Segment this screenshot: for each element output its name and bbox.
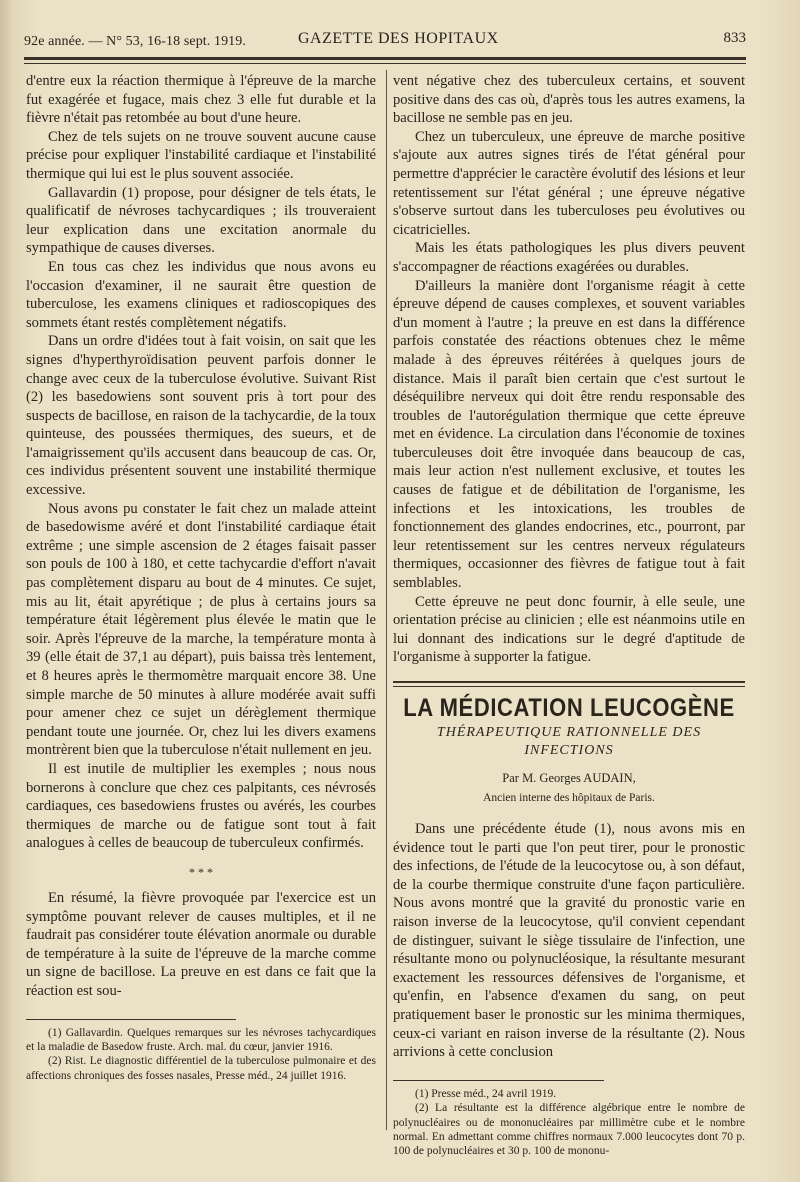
paragraph: vent négative chez des tuberculeux certains, et souvent positive dans des cas où, d'après tous les autres examens, la bacillose ne semble pas en jeu. — [393, 73, 745, 127]
footnote: (2) Rist. Le diagnostic différentiel de la tuberculose pulmonaire et des affections chroniques des fosses nasales, Presse méd., 24 juillet 1916. — [26, 1055, 376, 1082]
paragraph: Nous avons pu constater le fait chez un malade atteint de basedowisme avéré et dont l'instabilité cardiaque était extrême ; une simple ascension de 2 étages faisait passer son pouls de 100 à 180, et cette tachycardie d'effort n'avait pas complètement disparu au bout de 4 minutes. Ce sujet, mis au lit, était apyrétique ; de plus à certains jours sa température était légèrement plus élevée le matin que le soir. Après l'épreuve de la marche, la température monta à 39 (elle était de 37,1 au départ), puis baissa très lentement, et 8 heures après le thermomètre marquait encore 38. Une simple marche de 50 minutes à allure modérée avait suffi pour amener chez ce sujet un dérèglement thermique pendant toute une journée. Or, chez lui les divers examens montrèrent bien que la tuberculose n'était nullement en jeu. — [26, 500, 376, 759]
section-separator: * * * — [189, 864, 213, 879]
paragraph: Dans un ordre d'idées tout à fait voisin, on sait que les signes d'hyperthyroïdisation peuvent parfois donner le change avec ceux de la tuberculose évolutive. Suivant Rist (2) les basedowiens sont souvent pris à tort pour des suspects de bacillose, en raison de la tachycardie, de la toux quinteuse, des poussées thermiques, des sueurs, et de l'amaigrissement qu'ils accusent dans beaucoup de cas. Or, ces individus présentent souvent une instabilité thermique excessive. — [26, 333, 376, 499]
paragraph: Gallavardin (1) propose, pour désigner de tels états, le qualificatif de névroses tachycardiques ; ils trouveraient leur explication dans une excitation anormale du sympathique de causes diverses. — [26, 184, 376, 257]
header-rule — [24, 57, 746, 60]
page-header — [24, 30, 746, 52]
footnote: (1) Presse méd., 24 avril 1919. — [415, 1087, 557, 1100]
header-rule-thin — [24, 63, 746, 64]
paragraph: Cette épreuve ne peut donc fournir, à elle seule, une orientation précise au clinicien ; elle est néanmoins utile en lui donnant des indications sur le degré d'aptitude de l'organisme à supporter la fatigue. — [393, 593, 745, 666]
article-byline: Par M. Georges AUDAIN, — [502, 770, 636, 785]
article-subtitle: THÉRAPEUTIQUE RATIONNELLE DES INFECTIONS — [436, 724, 702, 759]
article-paragraph: Dans une précédente étude (1), nous avons mis en évidence tout le parti que l'on peut tirer, pour le pronostic des infections, de l'étude de la leucocytose ou, à son défaut, de la courbe thermique construite d'une façon particulière. Nous avons montré que la gravité du pronostic varie en raison inverse de la leucocytose, qu'il convient cependant de distinguer, suivant le siège tissulaire de l'infection, une résultante mono ou polynucléosique, la résultante mesurant exactement les ressources défensives de l'organisme, et qu'enfin, en l'absence d'examen du sang, on peut pratiquement baser le pronostic sur les minima thermiques, ceux-ci variant en raison inverse de la résultante (2). Nous arrivions à cette conclusion — [393, 820, 745, 1061]
article-title: LA MÉDICATION LEUCOGÈNE — [403, 693, 735, 722]
article-separator-rule — [393, 681, 745, 687]
footnote: (2) La résultante est la différence algébrique entre le nombre de polynucléaires ou de mononucléaires par millimètre cube et le nombre normal. En admettant comme chiffres normaux 7.000 leucocytes dont 70 p. 100 de polynucléaires et 30 p. 100 de mononu- — [393, 1102, 745, 1158]
paragraph: Il est inutile de multiplier les exemples ; nous nous bornerons à conclure que chez ces palpitants, ces névrosés cardiaques, ces basedowiens frustes ou avérés, les courbes thermiques de marche ou de fatigue sont tout à fait analogues à celles de beaucoup de tuberculeux confirmés. — [26, 760, 376, 852]
publication-title: GAZETTE DES HOPITAUX — [298, 30, 499, 47]
right-column — [393, 72, 745, 1159]
issue-info: 92e année. — N° 53, 16-18 sept. 1919. — [24, 34, 246, 49]
paragraph: En tous cas chez les individus que nous avons eu l'occasion d'examiner, il ne saurait être question de tuberculose, les examens cliniques et radioscopiques des sommets étant restés complètement négatifs. — [26, 258, 376, 331]
footnote-rule — [26, 1019, 236, 1020]
paragraph: Chez de tels sujets on ne trouve souvent aucune cause précise pour expliquer l'instabilité cardiaque et l'instabilité thermique qui lui est le plus souvent associée. — [26, 128, 376, 182]
paragraph: d'entre eux la réaction thermique à l'épreuve de la marche fut exagérée et fugace, mais chez 3 elle fut durable et la fièvre n'était pas retombée au bout d'une heure. — [26, 73, 376, 127]
footnote-rule — [393, 1080, 604, 1081]
paragraph: D'ailleurs la manière dont l'organisme réagit à cette épreuve dépend de causes complexes, et souvent variables d'un moment à l'autre ; la preuve en est dans la différence parfois constatée des réactions obtenues chez le même malade à des épreuves réitérées à quelques jours de distance. Mais il paraît bien certain que c'est surtout le déséquilibre nerveux qui doit être rendu responsable des troubles de l'autorégulation thermique que cette épreuve met en évidence. La circulation dans l'économie de toxines tuberculeuses doit être invoquée dans beaucoup de cas, mais leur action n'est nullement exclusive, et toutes les causes de fatigue et de débilitation de l'organisme, les infections et les intoxications, les troubles de fonctionnement des glandes endocrines, etc., pourront, par leur retentissement sur les centres nerveux régulateurs thermiques, occasionner des fièvres de fatigue tout à fait semblables. — [393, 277, 745, 592]
column-divider — [386, 70, 387, 1130]
paragraph: Chez un tuberculeux, une épreuve de marche positive s'ajoute aux autres signes tirés de l'état général pour permettre d'apprécier le caractère évolutif des lésions et leur retentissement sur l'état général ; une épreuve négative s'observe surtout dans les tuberculoses peu évolutives ou cicatricielles. — [393, 128, 745, 238]
left-column — [26, 72, 376, 1083]
author-affiliation: Ancien interne des hôpitaux de Paris. — [483, 792, 655, 805]
conclusion-paragraph: En résumé, la fièvre provoquée par l'exercice est un symptôme pouvant relever de causes multiples, et il ne faudrait pas considérer toute élévation anormale ou durable de température à la suite de l'épreuve de la marche comme un signe de bacillose. La preuve en est dans ce fait que la réaction est sou- — [26, 889, 376, 999]
paragraph: Mais les états pathologiques les plus divers peuvent s'accompagner de réactions exagérées ou durables. — [393, 240, 745, 275]
footnote: (1) Gallavardin. Quelques remarques sur les névroses tachycardiques et la maladie de Basedow fruste. Arch. mal. du cœur, janvier 1916. — [26, 1026, 376, 1053]
page-number: 833 — [723, 30, 746, 46]
